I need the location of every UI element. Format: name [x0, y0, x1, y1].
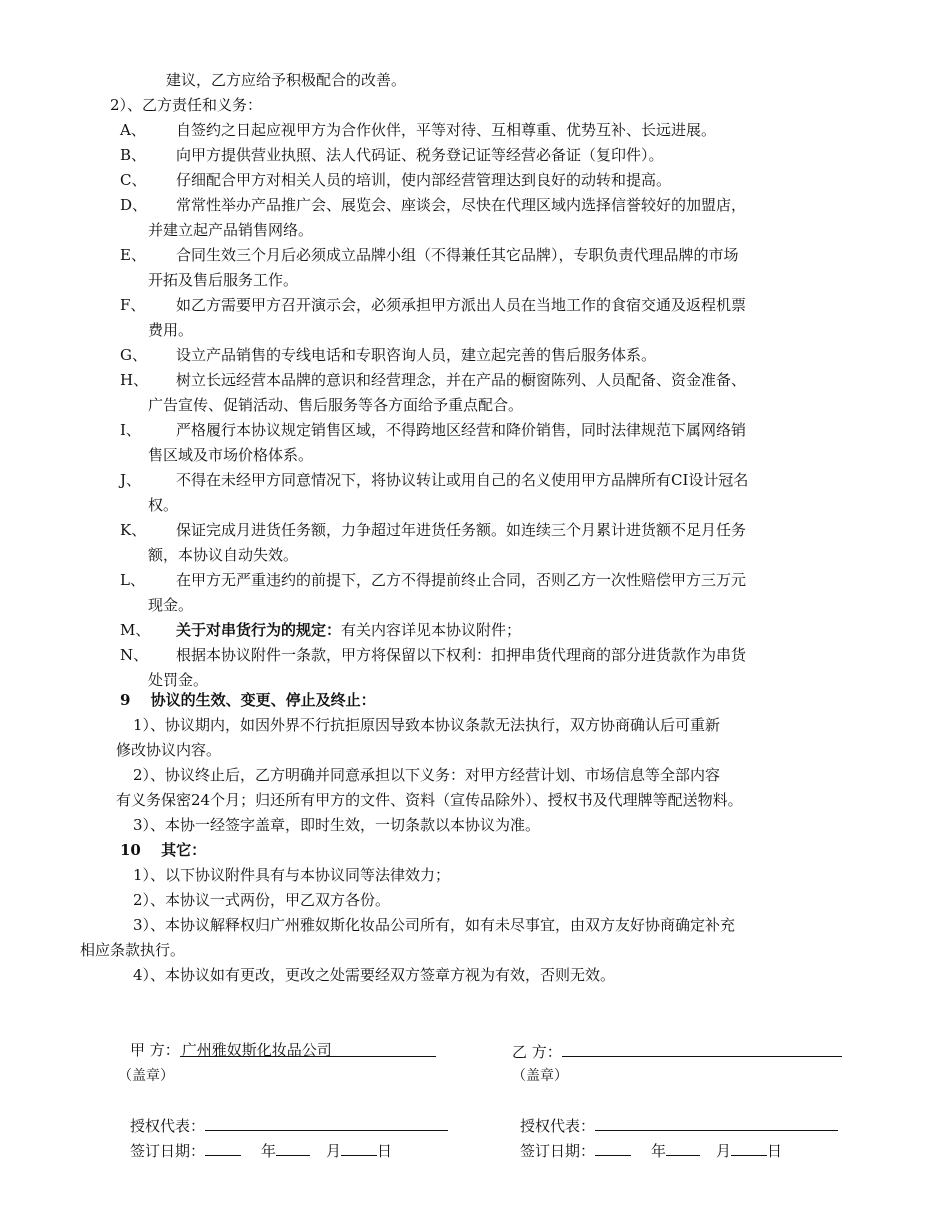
party-b-date-row: [520, 1139, 782, 1161]
item-text-line: 额，本协议自动失效。: [148, 546, 299, 564]
item-label: E、: [120, 246, 146, 264]
party-a-day-field[interactable]: [341, 1139, 377, 1156]
section-9-p1-line2: 修改协议内容。: [116, 741, 222, 759]
party-a-name-field[interactable]: [180, 1040, 436, 1057]
item-label: L、: [120, 571, 145, 589]
party-b-rep-field[interactable]: [595, 1114, 838, 1131]
item-label: B、: [120, 146, 147, 164]
party-b-day-field[interactable]: [731, 1139, 767, 1156]
item-label: F、: [120, 296, 146, 314]
section-10-p4: 4）、本协议如有更改，更改之处需要经双方签章方视为有效，否则无效。: [133, 966, 616, 984]
item-label: J、: [120, 471, 142, 489]
party-b-label: 乙 方：: [512, 1043, 562, 1061]
item-text-line: 如乙方需要甲方召开演示会，必须承担甲方派出人员在当地工作的食宿交通及返程机票: [176, 296, 747, 314]
item-text-line: 处罚金。: [148, 671, 209, 689]
party-a-seal: （盖章）: [118, 1068, 174, 1084]
section-9-heading: 9 协议的生效、变更、停止及终止：: [120, 691, 376, 709]
item-label: I、: [120, 421, 141, 439]
section-9-p3: 3）、本协一经签字盖章，即时生效，一切条款以本协议为准。: [133, 816, 541, 834]
party-b-rep-label: 授权代表：: [520, 1117, 596, 1135]
item-text-line: 现金。: [148, 596, 194, 614]
section-10-heading: 10 其它：: [120, 841, 207, 859]
party-a-rep-row: [130, 1114, 448, 1136]
party-a-day-label: 日: [377, 1142, 393, 1160]
party-b-seal: （盖章）: [512, 1068, 568, 1084]
item-text-line: 树立长远经营本品牌的意识和经营理念，并在产品的橱窗陈列、人员配备、资金准备、: [176, 371, 747, 389]
section-10-p1: 1）、以下协议附件具有与本协议同等法律效力；: [133, 866, 451, 884]
item-text-line: 合同生效三个月后必须成立品牌小组（不得兼任其它品牌），专职负责代理品牌的市场: [176, 246, 739, 264]
party-a-year-field[interactable]: [205, 1139, 241, 1156]
item-label: D、: [120, 196, 148, 214]
item-text-line: 根据本协议附件一条款，甲方将保留以下权利：扣押串货代理商的部分进货款作为串货: [176, 646, 747, 664]
item-text-line: 售区域及市场价格体系。: [148, 446, 314, 464]
party-b-row: [512, 1040, 842, 1062]
party-a-label: 甲 方：: [130, 1041, 180, 1059]
party-a-rep-label: 授权代表：: [130, 1117, 206, 1135]
party-a-date-row: [130, 1139, 392, 1161]
party-b-year-field[interactable]: [595, 1139, 631, 1156]
section-10-p2: 2）、本协议一式两份，甲乙双方各份。: [133, 891, 391, 909]
section-9-p1-line1: 1）、协议期内，如因外界不行抗拒原因导致本协议条款无法执行，双方协商确认后可重新: [133, 716, 721, 734]
item-label: H、: [120, 371, 149, 389]
item-text-line: 常常性举办产品推广会、展览会、座谈会，尽快在代理区域内选择信誉较好的加盟店，: [176, 196, 747, 214]
party-a-month-label: 月: [326, 1142, 342, 1160]
section-10-p3-line2: 相应条款执行。: [80, 941, 186, 959]
item-text-line: 设立产品销售的专线电话和专职咨询人员，建立起完善的售后服务体系。: [176, 346, 657, 364]
item-text-line: 在甲方无严重违约的前提下，乙方不得提前终止合同，否则乙方一次性赔偿甲方三万元: [176, 571, 747, 589]
item-text-line: 并建立起产品销售网络。: [148, 221, 314, 239]
party-b-month-field[interactable]: [666, 1139, 700, 1156]
party-b-day-label: 日: [767, 1142, 783, 1160]
item-text-line: 自签约之日起应视甲方为合作伙伴，平等对待、互相尊重、优势互补、长远进展。: [176, 121, 717, 139]
party-a-year-label: 年: [261, 1142, 277, 1160]
item-text-line: 不得在未经甲方同意情况下，将协议转让或用自己的名义使用甲方品牌所有CI设计冠名: [176, 471, 749, 489]
section-heading-party-b: 2）、乙方责任和义务：: [110, 96, 263, 114]
item-bold-heading: 关于对串货行为的规定：: [176, 621, 342, 639]
party-b-year-label: 年: [651, 1142, 667, 1160]
party-b-name-field[interactable]: [562, 1040, 842, 1057]
party-a-date-label: 签订日期：: [130, 1142, 206, 1160]
item-text-line: 向甲方提供营业执照、法人代码证、税务登记证等经营必备证（复印件）。: [176, 146, 664, 164]
item-text-line: 权。: [148, 496, 179, 514]
item-text-line: [176, 620, 521, 640]
item-text-line: 费用。: [148, 321, 194, 339]
item-text-line: 广告宣传、促销活动、售后服务等各方面给予重点配合。: [148, 396, 524, 414]
party-b-date-label: 签订日期：: [520, 1142, 596, 1160]
item-text-line: 保证完成月进货任务额，力争超过年进货任务额。如连续三个月累计进货额不足月任务: [176, 521, 747, 539]
party-b-rep-row: [520, 1114, 838, 1136]
section-10-p3-line1: 3）、本协议解释权归广州雅奴斯化妆品公司所有，如有未尽事宜，由双方友好协商确定补充: [133, 916, 736, 934]
item-text-line: 严格履行本协议规定销售区域，不得跨地区经营和降价销售，同时法律规范下属网络销: [176, 421, 747, 439]
item-label: K、: [120, 521, 147, 539]
item-text-line: 仔细配合甲方对相关人员的培训，使内部经营管理达到良好的动转和提高。: [176, 171, 672, 189]
item-text: 有关内容详见本协议附件；: [341, 621, 522, 639]
item-text-line: 开拓及售后服务工作。: [148, 271, 299, 289]
section-9-p2-line2: 有义务保密24个月；归还所有甲方的文件、资料（宣传品除外）、授权书及代理牌等配送物料。: [116, 791, 743, 809]
section-9-p2-line1: 2）、协议终止后，乙方明确并同意承担以下义务：对甲方经营计划、市场信息等全部内容: [133, 766, 721, 784]
item-label: A、: [120, 121, 146, 139]
item-label: C、: [120, 171, 147, 189]
item-label: G、: [120, 346, 147, 364]
continued-line: 建议，乙方应给予积极配合的改善。: [166, 71, 407, 89]
party-a-name: 广州雅奴斯化妆品公司: [181, 1041, 332, 1059]
party-a-month-field[interactable]: [276, 1139, 310, 1156]
party-b-month-label: 月: [716, 1142, 732, 1160]
item-label: N、: [120, 646, 149, 664]
item-label: M、: [120, 621, 151, 639]
party-a-row: [130, 1040, 436, 1060]
party-a-rep-field[interactable]: [205, 1114, 448, 1131]
